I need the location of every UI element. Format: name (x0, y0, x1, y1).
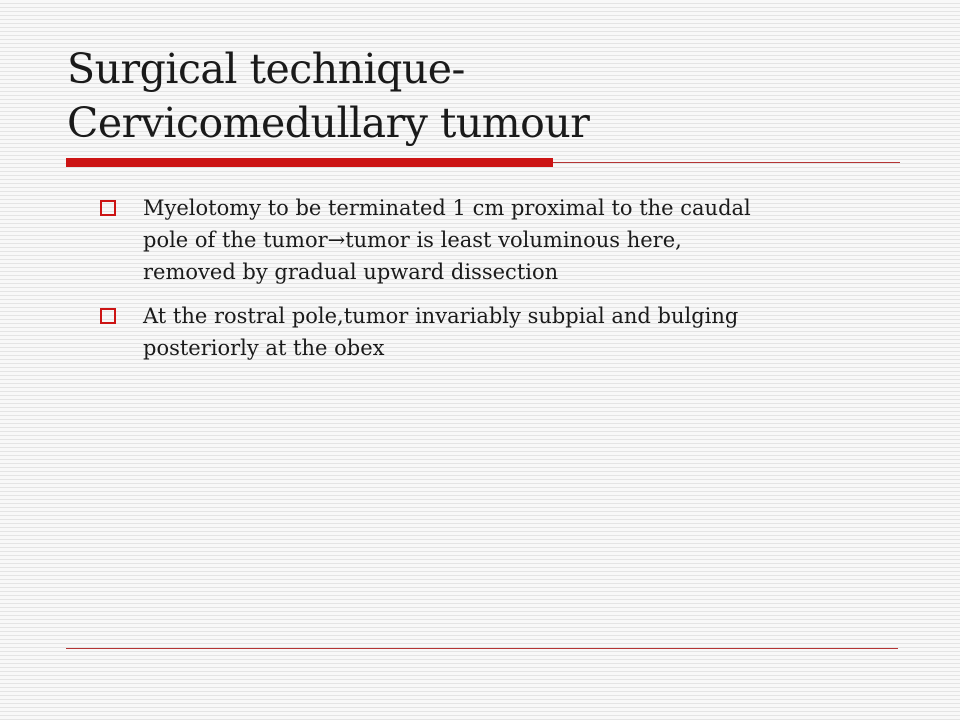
bullet-1-line-2: pole of the tumor→tumor is least voluminous here, (143, 228, 682, 252)
hollow-square-bullet-icon (100, 200, 116, 216)
bullet-1-line-1: Myelotomy to be terminated 1 cm proximal to the caudal (143, 196, 751, 220)
slide-title-line-1: Surgical technique- (67, 45, 465, 93)
title-divider-accent (66, 158, 553, 167)
bullet-2-line-1: At the rostral pole,tumor invariably subpial and bulging (143, 304, 739, 328)
slide-title-line-2: Cervicomedullary tumour (67, 99, 590, 147)
slide-title (67, 42, 887, 150)
bullet-item-1 (95, 192, 895, 288)
bullet-text-1 (143, 192, 895, 288)
bullet-item-2 (95, 300, 895, 364)
bullet-1-line-3: removed by gradual upward dissection (143, 260, 559, 284)
hollow-square-bullet-icon (100, 308, 116, 324)
bullet-2-line-2: posteriorly at the obex (143, 336, 385, 360)
bullet-text-2 (143, 300, 895, 364)
bullet-list (95, 192, 895, 376)
footer-divider (66, 648, 898, 649)
